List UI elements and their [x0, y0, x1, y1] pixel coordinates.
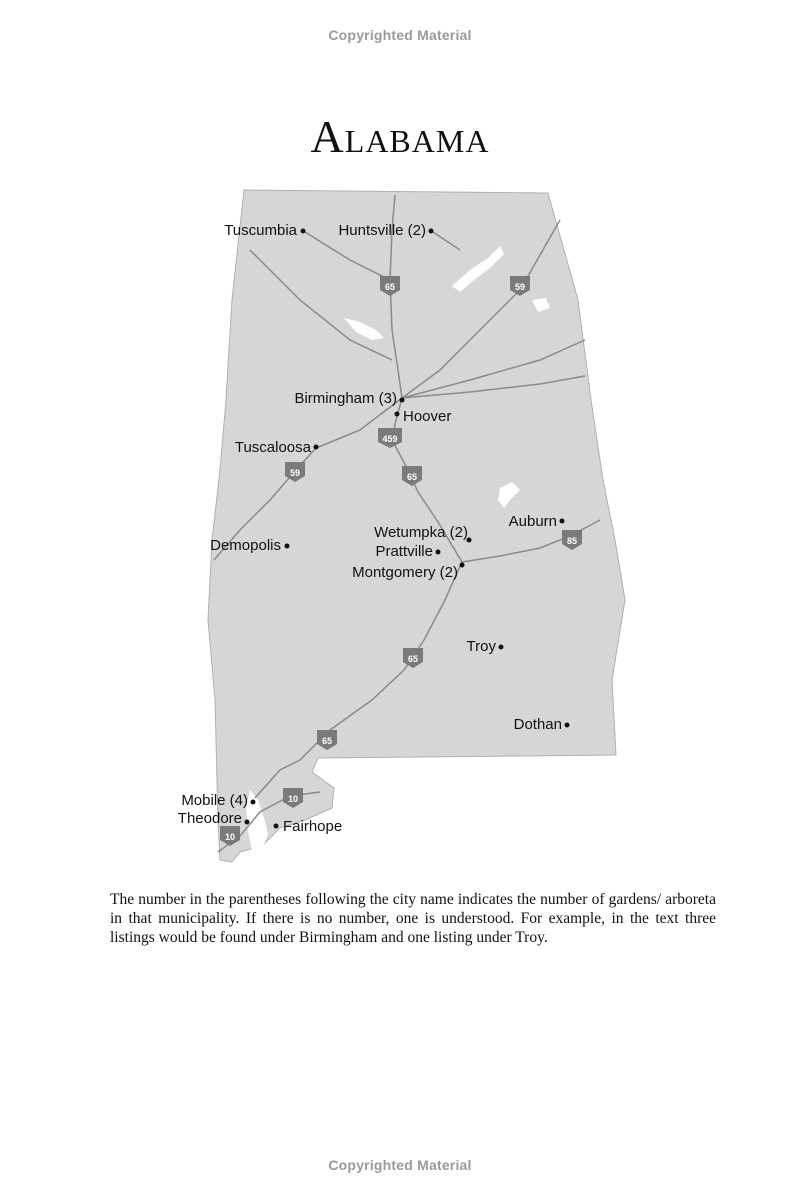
city-label: Demopolis: [210, 537, 281, 554]
map-caption: The number in the parentheses following the city name indicates the number of gardens/ arboreta in that municipality. If there is no number, one is understood. For example, in the text three listings would be found under Birmingham and one listing under Troy.: [110, 891, 716, 946]
city-label: Tuscaloosa: [234, 439, 311, 456]
city-label: Fairhope: [283, 818, 343, 835]
city-label: Birmingham (3): [294, 390, 397, 407]
city-label: Hoover: [403, 408, 452, 425]
city-label: Huntsville (2): [338, 222, 426, 239]
city-dot: [274, 824, 279, 829]
svg-text:59: 59: [289, 468, 301, 478]
svg-text:65: 65: [384, 282, 396, 292]
city-theodore: [178, 810, 250, 827]
svg-text:59: 59: [514, 282, 526, 292]
city-montgomery: [352, 563, 464, 582]
city-dot: [395, 412, 400, 417]
city-label: Troy: [466, 638, 496, 655]
city-demopolis: [210, 537, 289, 554]
city-label: Dothan: [513, 716, 562, 733]
city-dot: [251, 800, 256, 805]
city-dot: [560, 519, 565, 524]
watermark-top: Copyrighted Material: [328, 27, 472, 43]
city-mobile: [181, 792, 255, 809]
city-label: Theodore: [177, 810, 242, 827]
city-auburn: [509, 513, 565, 530]
city-dot: [285, 544, 290, 549]
watermark-bottom: Copyrighted Material: [328, 1157, 472, 1173]
svg-text:459: 459: [382, 434, 398, 444]
city-dot: [400, 398, 405, 403]
city-dot: [565, 723, 570, 728]
svg-text:10: 10: [224, 832, 236, 842]
city-dot: [314, 445, 319, 450]
city-prattville: [375, 543, 440, 560]
page-title: Alabama: [310, 111, 490, 162]
svg-text:85: 85: [566, 536, 578, 546]
city-dot: [499, 645, 504, 650]
svg-text:65: 65: [321, 736, 333, 746]
svg-text:10: 10: [287, 794, 299, 804]
city-tuscumbia: [224, 222, 305, 239]
city-label: Montgomery (2): [352, 564, 458, 581]
city-label: Prattville: [375, 543, 433, 560]
city-dot: [436, 550, 441, 555]
city-dot: [429, 229, 434, 234]
city-dot: [301, 229, 306, 234]
city-birmingham: [294, 390, 404, 407]
city-label: Wetumpka (2): [374, 524, 468, 541]
svg-text:65: 65: [407, 654, 419, 664]
city-tuscaloosa: [235, 439, 319, 456]
city-dothan: [514, 716, 570, 733]
city-wetumpka: [374, 524, 471, 543]
city-huntsville: [338, 222, 433, 239]
city-hoover: [395, 408, 452, 425]
city-label: Tuscumbia: [224, 222, 297, 239]
city-label: Mobile (4): [181, 792, 248, 809]
city-label: Auburn: [508, 513, 557, 530]
city-dot: [245, 820, 250, 825]
city-fairhope: [274, 818, 343, 835]
svg-text:65: 65: [406, 472, 418, 482]
city-dot: [460, 563, 465, 568]
